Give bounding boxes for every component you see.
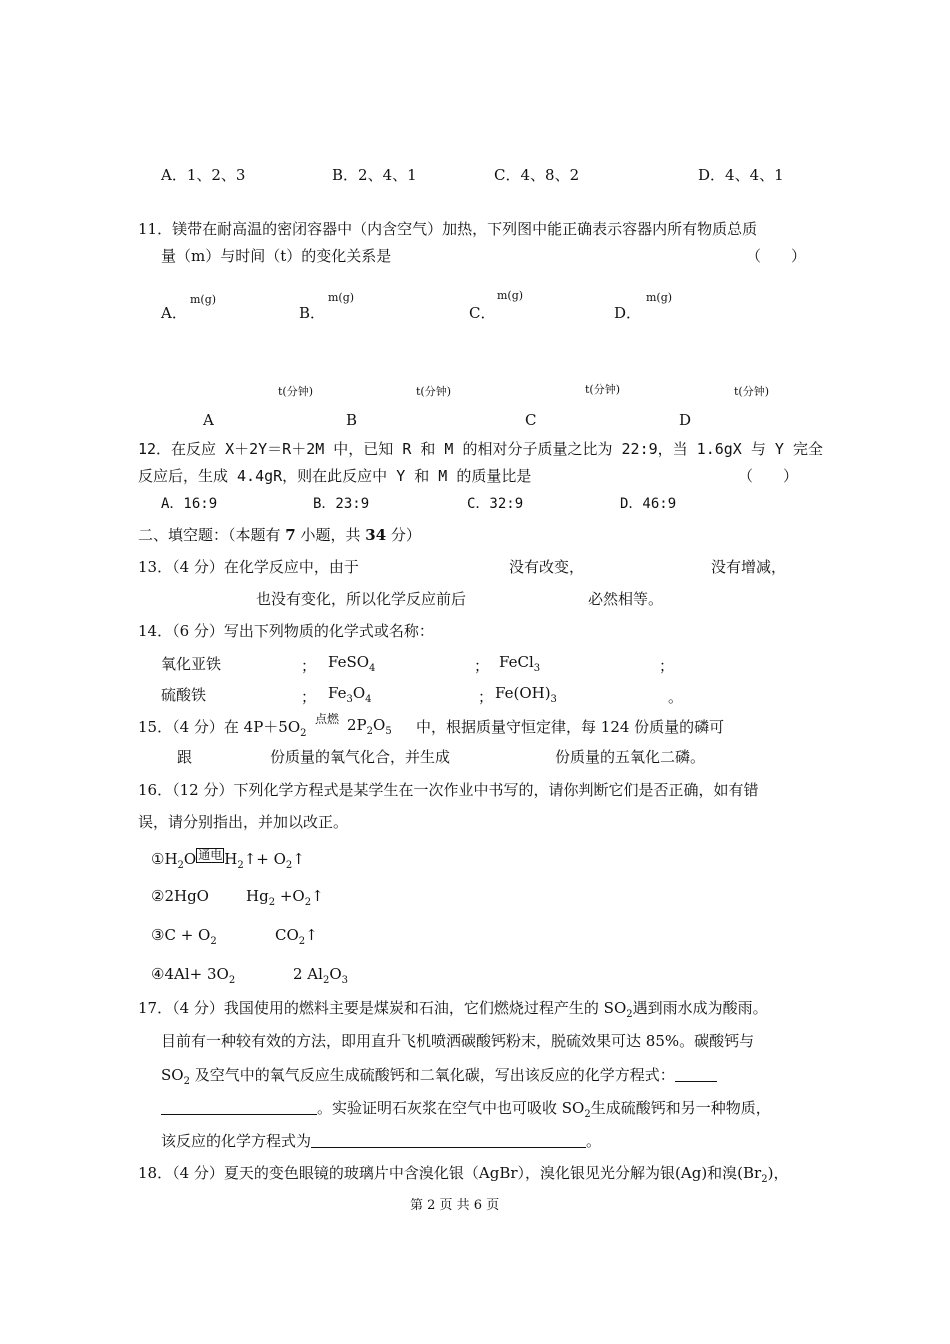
q17-line2: 目前有一种较有效的方法，即用直升飞机喷洒碳酸钙粉末，脱硫效果可达 85%。碳酸钙与 (161, 1032, 755, 1050)
q14-fe3o4: $Fe_3O_4$ (328, 684, 372, 705)
q12-option-a: A．16:9 (161, 496, 218, 512)
q11-line1: 11．镁带在耐高温的密闭容器中（内含空气）加热，下列图中能正确表示容器内所有物质总质 (138, 220, 758, 238)
graph-b-caption: B (346, 411, 358, 429)
graph-d-caption: D (679, 411, 692, 429)
q13-t1: 没有改变， (509, 558, 585, 576)
q13-num: 13．（4 分）在化学反应中，由于 (138, 558, 359, 576)
q17-blank-1b[interactable] (161, 1100, 317, 1115)
q14-fecl3: FeCl$_3$ (499, 653, 541, 674)
q14-r2c1: 硫酸铁 (161, 686, 207, 704)
q16-eq3: ③C + $O_2$ (151, 926, 217, 947)
page-footer: 第 2 页 共 6 页 (410, 1198, 500, 1213)
q16-eq3-products: $CO_2↑$ (275, 926, 318, 947)
q15-mid: 中，根据质量守恒定律，每 124 份质量的磷可 (416, 718, 725, 736)
q12-option-d: D．46:9 (620, 496, 677, 512)
q12-answer-paren: （ ） (738, 467, 799, 485)
q16-eq4: ④4Al+ $3O_2$ (151, 965, 236, 986)
graph-a-caption: A (203, 411, 214, 429)
q10-option-c: C．4、8、2 (494, 166, 580, 184)
q11-answer-paren: （ ） (746, 247, 807, 265)
q14-r1c1: 氧化亚铁 (161, 655, 222, 673)
q13-t2: 没有增减， (711, 558, 787, 576)
graph-d-ylabel: m(g) (646, 291, 673, 304)
q14-semi: ； (301, 657, 317, 675)
q15-l2a: 跟 (177, 748, 193, 766)
graph-b-letter: B． (299, 304, 326, 322)
q10-option-b: B．2、4、1 (332, 166, 417, 184)
q12-option-b: B．23:9 (313, 496, 370, 512)
q14-semi: ； (474, 657, 490, 675)
q15-line1: 15．（4 分）在 $4P+5O_2$ (138, 718, 307, 739)
q17-line1: 17．（4 分）我国使用的燃料主要是煤炭和石油，它们燃烧过程产生的 $SO_2$遇到雨水成为酸雨。 (138, 999, 768, 1020)
graph-c-ylabel: m(g) (497, 289, 524, 302)
q13-t4: 必然相等。 (588, 590, 664, 608)
graph-d-letter: D． (614, 304, 642, 322)
graph-a-ylabel: m(g) (190, 293, 217, 306)
q17-blank-2[interactable] (311, 1133, 586, 1148)
q17-line3: $SO_2$ 及空气中的氧气反应生成硫酸钙和二氧化碳，写出该反应的化学方程式： (161, 1064, 717, 1087)
q16-eq2: ②2HgO (151, 887, 209, 905)
q14-feoh3: $Fe(OH)_3$ (495, 684, 557, 705)
q10-option-d: D．4、4、1 (698, 166, 784, 184)
q16-line2: 误，请分别指出，并加以改正。 (138, 813, 349, 831)
graph-c-xlabel: t(分钟) (585, 383, 621, 396)
q17-line5: 该反应的化学方程式为 。 (161, 1132, 602, 1150)
q12-line2: 反应后，生成 4.4gR，则在此反应中 Y 和 M 的质量比是 (138, 467, 532, 485)
graph-b-xlabel: t(分钟) (416, 385, 452, 398)
graph-c-letter: C． (469, 304, 496, 322)
q16-eq2-products: $Hg_2$ $+O_2↑$ (246, 887, 324, 908)
q14-feso4: FeSO$_4$ (328, 653, 376, 674)
q14-semi: ； (301, 688, 317, 706)
graph-a-xlabel: t(分钟) (278, 385, 314, 398)
q15-p2o5: $2P_2O_5$ (347, 716, 392, 737)
q14-semi: ； (659, 657, 675, 675)
q17-line4: 。实验证明石灰浆在空气中也可吸收 $SO_2$生成硫酸钙和另一种物质， (161, 1097, 771, 1120)
q18-line1: 18．（4 分）夏天的变色眼镜的玻璃片中含溴化银（AgBr），溴化银见光分解为银(Ag)和溴$(Br_2)$， (138, 1164, 789, 1185)
q16-eq1: $①H_2O$ 通电 $H_2↑+$ $O_2↑$ (151, 848, 305, 871)
q17-blank-1[interactable] (675, 1067, 717, 1082)
q11-line2: 量（m）与时间（t）的变化关系是 (161, 247, 392, 265)
q13-t3: 也没有变化，所以化学反应前后 (256, 590, 467, 608)
graph-d-xlabel: t(分钟) (734, 385, 770, 398)
q12-line1: 12．在反应 X＋2Y＝R＋2M 中，已知 R 和 M 的相对分子质量之比为 22:9，当 1.6gX 与 Y 完全 (138, 440, 823, 458)
q14-head: 14．（6 分）写出下列物质的化学式或名称： (138, 622, 434, 640)
q15-l2c: 份质量的五氧化二磷。 (555, 748, 706, 766)
graph-b-ylabel: m(g) (328, 291, 355, 304)
q16-eq1-condition: 通电 (198, 848, 223, 862)
graph-c-caption: C (525, 411, 537, 429)
q16-eq4-products: 2 $Al_2O_3$ (293, 965, 349, 986)
q10-option-a: A．1、2、3 (161, 166, 246, 184)
q14-end: 。 (668, 688, 684, 706)
graph-a-letter: A． (161, 304, 187, 322)
q15-l2b: 份质量的氧气化合，并生成 (270, 748, 451, 766)
q12-option-c: C．32:9 (467, 496, 524, 512)
q15-condition: 点燃 (315, 712, 340, 726)
section-heading: 二、填空题：（本题有 7 小题，共 34 分） (138, 526, 421, 544)
q16-line1: 16．（12 分）下列化学方程式是某学生在一次作业中书写的，请你判断它们是否正确，如有错 (138, 781, 759, 799)
q14-semi: ； (478, 688, 494, 706)
